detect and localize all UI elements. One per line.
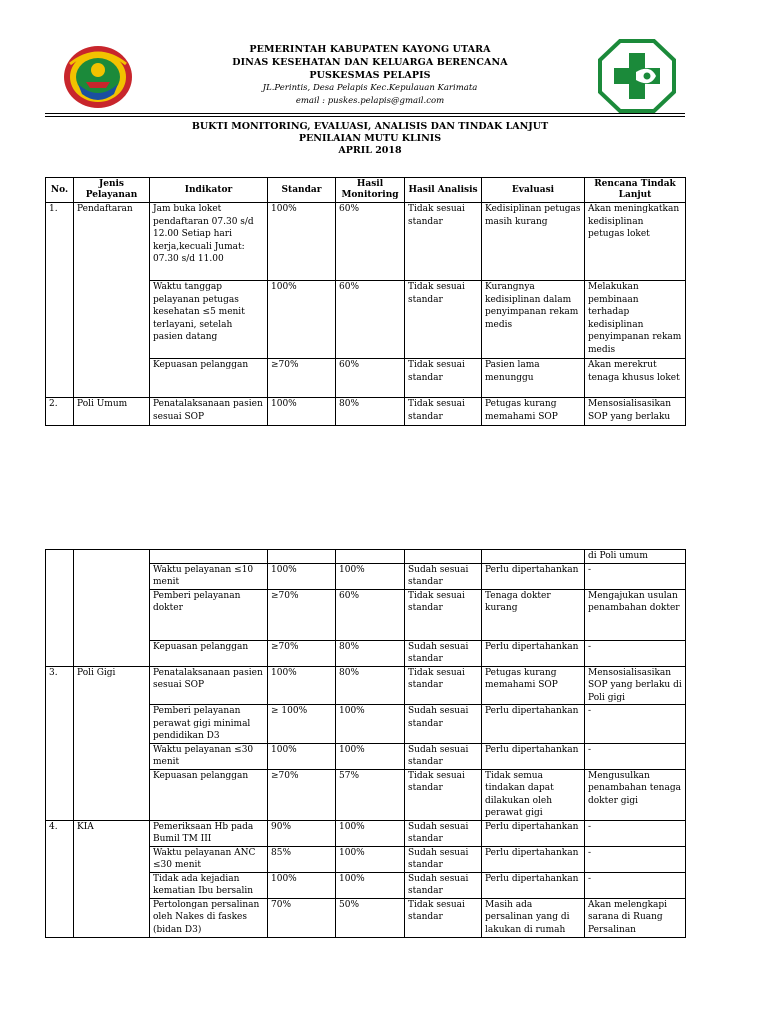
cell-rtl: Akan melengkapi sarana di Ruang Persalinan: [585, 898, 686, 937]
cell-analisis: Tidak sesuai standar: [405, 666, 482, 705]
monitoring-table-page-2: [45, 549, 686, 938]
cell-hasil: 100%: [336, 743, 405, 769]
cell-evaluasi: Masih ada persalinan yang di lakukan di rumah: [482, 898, 585, 937]
cell-standar: ≥70%: [268, 359, 336, 398]
cell-hasil: 60%: [336, 589, 405, 640]
table-row: [46, 820, 686, 846]
cell-evaluasi: Perlu dipertahankan: [482, 743, 585, 769]
puskesmas-logo-icon: [598, 38, 676, 114]
cell-rtl: Akan meningkatkan kedisiplinan petugas loket: [585, 203, 686, 281]
cell-hasil: 60%: [336, 281, 405, 359]
cell-evaluasi: Petugas kurang memahami SOP: [482, 398, 585, 426]
regency-emblem-icon: [62, 44, 134, 110]
cell-indikator: Waktu tanggap pelayanan petugas kesehatan ≤5 menit terlayani, setelah pasien datang: [150, 281, 268, 359]
cell-analisis: Sudah sesuai standar: [405, 846, 482, 872]
cell-standar: 100%: [268, 563, 336, 589]
table-row: [46, 398, 686, 426]
cell-indikator: [150, 550, 268, 564]
cell-rtl: Mensosialisasikan SOP yang berlaku: [585, 398, 686, 426]
cell-evaluasi: Tidak semua tindakan dapat dilakukan oleh perawat gigi: [482, 769, 585, 820]
cell-evaluasi: Kedisiplinan petugas masih kurang: [482, 203, 585, 281]
cell-indikator: Waktu pelayanan ≤10 menit: [150, 563, 268, 589]
cell-evaluasi: Perlu dipertahankan: [482, 846, 585, 872]
agency-line-3: PUSKESMAS PELAPIS: [309, 70, 431, 81]
title-line-2: PENILAIAN MUTU KLINIS: [298, 133, 442, 144]
cell-analisis: Sudah sesuai standar: [405, 872, 482, 898]
col-header-analisis: Hasil Analisis: [405, 178, 482, 203]
cell-hasil: 60%: [336, 203, 405, 281]
cell-hasil: [336, 550, 405, 564]
cell-rtl: -: [585, 846, 686, 872]
cell-analisis: Sudah sesuai standar: [405, 705, 482, 744]
cell-analisis: Tidak sesuai standar: [405, 589, 482, 640]
cell-standar: ≥70%: [268, 769, 336, 820]
cell-indikator: Kepuasan pelanggan: [150, 359, 268, 398]
cell-evaluasi: Perlu dipertahankan: [482, 872, 585, 898]
cell-indikator: Pemeriksaan Hb pada Bumil TM III: [150, 820, 268, 846]
cell-indikator: Waktu pelayanan ≤30 menit: [150, 743, 268, 769]
cell-evaluasi: Petugas kurang memahami SOP: [482, 666, 585, 705]
row-no: 3.: [46, 666, 74, 820]
row-jenis: Poli Gigi: [74, 666, 150, 820]
row-jenis: Pendaftaran: [74, 203, 150, 398]
cell-evaluasi: Tenaga dokter kurang: [482, 589, 585, 640]
cell-evaluasi: Perlu dipertahankan: [482, 820, 585, 846]
cell-analisis: Tidak sesuai standar: [405, 769, 482, 820]
table-header-row: [46, 178, 686, 203]
row-jenis: [74, 550, 150, 667]
cell-indikator: Kepuasan pelanggan: [150, 640, 268, 666]
cell-rtl: Mengusulkan penambahan tenaga dokter gigi: [585, 769, 686, 820]
cell-standar: 100%: [268, 398, 336, 426]
cell-rtl: -: [585, 705, 686, 744]
cell-indikator: Penatalaksanaan pasien sesuai SOP: [150, 666, 268, 705]
cell-evaluasi: Kurangnya kedisiplinan dalam penyimpanan rekam medis: [482, 281, 585, 359]
table-row: [46, 550, 686, 564]
cell-rtl: -: [585, 743, 686, 769]
cell-analisis: [405, 550, 482, 564]
cell-rtl: -: [585, 640, 686, 666]
title-line-1: BUKTI MONITORING, EVALUASI, ANALISIS DAN TINDAK LANJUT: [191, 121, 549, 132]
row-no: 2.: [46, 398, 74, 426]
col-header-rtl: Rencana Tindak Lanjut: [585, 178, 686, 203]
cell-indikator: Jam buka loket pendaftaran 07.30 s/d 12.00 Setiap hari kerja,kecuali Jumat: 07.30 s/d 11.00: [150, 203, 268, 281]
cell-evaluasi: Perlu dipertahankan: [482, 640, 585, 666]
cell-analisis: Tidak sesuai standar: [405, 359, 482, 398]
cell-hasil: 50%: [336, 898, 405, 937]
cell-hasil: 80%: [336, 666, 405, 705]
agency-line-1: PEMERINTAH KABUPATEN KAYONG UTARA: [249, 44, 491, 55]
header-rule-thin: [45, 116, 685, 117]
cell-indikator: Tidak ada kejadian kematian Ibu bersalin: [150, 872, 268, 898]
letterhead: [0, 0, 768, 120]
cell-indikator: Kepuasan pelanggan: [150, 769, 268, 820]
col-header-evaluasi: Evaluasi: [482, 178, 585, 203]
title-line-3: APRIL 2018: [338, 145, 402, 156]
col-header-indikator: Indikator: [150, 178, 268, 203]
cell-hasil: 100%: [336, 872, 405, 898]
cell-standar: 85%: [268, 846, 336, 872]
row-jenis: KIA: [74, 820, 150, 937]
cell-hasil: 80%: [336, 398, 405, 426]
cell-standar: 100%: [268, 203, 336, 281]
cell-hasil: 100%: [336, 563, 405, 589]
cell-standar: 100%: [268, 666, 336, 705]
table-row: [46, 666, 686, 705]
cell-analisis: Tidak sesuai standar: [405, 898, 482, 937]
cell-standar: 90%: [268, 820, 336, 846]
cell-standar: 100%: [268, 281, 336, 359]
cell-analisis: Tidak sesuai standar: [405, 281, 482, 359]
agency-email: email : puskes.pelapis@gmail.com: [295, 96, 445, 106]
table-row: [46, 203, 686, 281]
cell-evaluasi: Perlu dipertahankan: [482, 705, 585, 744]
cell-evaluasi: Perlu dipertahankan: [482, 563, 585, 589]
col-header-jenis: Jenis Pelayanan: [74, 178, 150, 203]
cell-standar: [268, 550, 336, 564]
cell-hasil: 57%: [336, 769, 405, 820]
cell-rtl: Akan merekrut tenaga khusus loket: [585, 359, 686, 398]
cell-analisis: Sudah sesuai standar: [405, 563, 482, 589]
cell-analisis: Tidak sesuai standar: [405, 203, 482, 281]
cell-indikator: Penatalaksanaan pasien sesuai SOP: [150, 398, 268, 426]
cell-hasil: 100%: [336, 705, 405, 744]
cell-standar: ≥70%: [268, 589, 336, 640]
cell-rtl: Mensosialisasikan SOP yang berlaku di Poli gigi: [585, 666, 686, 705]
row-no: 1.: [46, 203, 74, 398]
cell-rtl: -: [585, 872, 686, 898]
cell-rtl: -: [585, 820, 686, 846]
header-rule-thick: [45, 113, 685, 114]
cell-analisis: Tidak sesuai standar: [405, 398, 482, 426]
cell-indikator: Waktu pelayanan ANC ≤30 menit: [150, 846, 268, 872]
cell-rtl: di Poli umum: [585, 550, 686, 564]
cell-standar: 70%: [268, 898, 336, 937]
cell-hasil: 60%: [336, 359, 405, 398]
letterhead-text: [150, 43, 590, 107]
cell-standar: 100%: [268, 743, 336, 769]
cell-standar: 100%: [268, 872, 336, 898]
agency-address: JL.Perintis, Desa Pelapis Kec.Kepulauan Karimata: [262, 83, 478, 93]
col-header-no: No.: [46, 178, 74, 203]
cell-evaluasi: [482, 550, 585, 564]
cell-indikator: Pemberi pelayanan dokter: [150, 589, 268, 640]
cell-standar: ≥ 100%: [268, 705, 336, 744]
cell-indikator: Pemberi pelayanan perawat gigi minimal pendidikan D3: [150, 705, 268, 744]
agency-line-2: DINAS KESEHATAN DAN KELUARGA BERENCANA: [232, 57, 508, 68]
cell-standar: ≥70%: [268, 640, 336, 666]
cell-hasil: 100%: [336, 846, 405, 872]
row-no: 4.: [46, 820, 74, 937]
cell-analisis: Sudah sesuai standar: [405, 640, 482, 666]
cell-rtl: Mengajukan usulan penambahan dokter: [585, 589, 686, 640]
cell-evaluasi: Pasien lama menunggu: [482, 359, 585, 398]
row-jenis: Poli Umum: [74, 398, 150, 426]
col-header-standar: Standar: [268, 178, 336, 203]
document-title: [150, 121, 590, 157]
monitoring-table-page-1: [45, 177, 686, 426]
cell-rtl: Melakukan pembinaan terhadap kedisiplinan penyimpanan rekam medis: [585, 281, 686, 359]
cell-rtl: -: [585, 563, 686, 589]
cell-hasil: 80%: [336, 640, 405, 666]
cell-hasil: 100%: [336, 820, 405, 846]
cell-indikator: Pertolongan persalinan oleh Nakes di faskes (bidan D3): [150, 898, 268, 937]
col-header-hasil: Hasil Monitoring: [336, 178, 405, 203]
row-no: [46, 550, 74, 667]
cell-analisis: Sudah sesuai standar: [405, 820, 482, 846]
cell-analisis: Sudah sesuai standar: [405, 743, 482, 769]
